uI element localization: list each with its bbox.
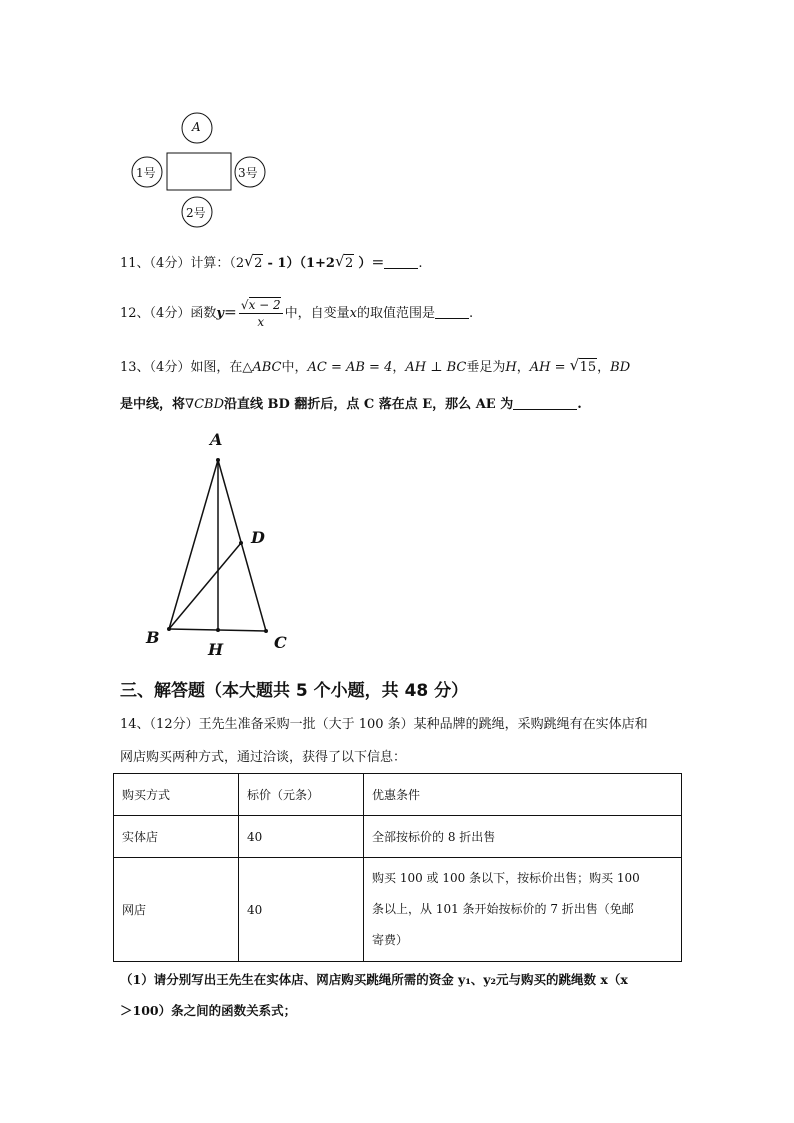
- table-row: [114, 858, 682, 962]
- q12-numerator: √x − 2: [240, 298, 281, 312]
- point-d: [239, 541, 243, 545]
- median-bd: [169, 543, 241, 629]
- question-13-line1: [120, 358, 630, 377]
- row2-condition-line1: 购买 100 或 100 条以下，按标价出售；购买 100: [372, 871, 640, 885]
- q13-ac-ab: AC = AB = 4: [307, 360, 393, 375]
- table-rect: [167, 153, 231, 190]
- q13-ah-bc: AH ⊥ BC: [405, 360, 467, 375]
- q14-sub1-line2: ＞100）条之间的函数关系式；: [120, 1003, 297, 1018]
- point-h: [216, 628, 220, 632]
- label-c: C: [274, 633, 287, 652]
- question-13-line2: [120, 396, 582, 414]
- row2-condition: [364, 858, 682, 962]
- row2-condition-line2: 条以上，从 101 条开始按标价的 7 折出售（免邮: [372, 902, 634, 916]
- point-c: [264, 629, 268, 633]
- q13-sqrt-15: √ 15: [569, 356, 597, 375]
- q13-triangle: △ABC: [242, 360, 282, 375]
- q11-mid: - 1）（1+2: [267, 256, 335, 271]
- q14-line1: 14、（12分）王先生准备采购一批（大于 100 条）某种品牌的跳绳，采购跳绳有在实体店和: [120, 717, 648, 732]
- q11-end: .: [418, 256, 423, 271]
- seat-label-2: 2号: [186, 206, 206, 220]
- header-condition: 优惠条件: [364, 774, 682, 816]
- q13-zhong: 中，: [281, 360, 308, 375]
- q13-ah-eq: AH =: [529, 360, 566, 375]
- q13-h-var: H: [505, 360, 517, 375]
- q12-fraction: [239, 297, 283, 330]
- seat-label-3: 3号: [238, 166, 258, 180]
- q11-answer-blank[interactable]: [384, 256, 418, 269]
- q11-prefix: 11、（4分）计算：（2: [120, 256, 245, 271]
- row2-condition-line3: 寄费）: [372, 933, 409, 947]
- q13-end: .: [577, 397, 582, 412]
- q13-line2-prefix: 是中线，将: [120, 397, 186, 412]
- row1-condition: 全部按标价的 8 折出售: [364, 816, 682, 858]
- q12-end: .: [469, 306, 474, 321]
- q12-prefix: 12、（4分）函数: [120, 306, 217, 321]
- label-b: B: [146, 628, 160, 647]
- q12-answer-blank[interactable]: [435, 306, 469, 319]
- q13-answer-blank[interactable]: [513, 397, 577, 410]
- q12-eq: ＝: [223, 306, 237, 321]
- row1-method: 实体店: [114, 816, 239, 858]
- q11-sqrt-1: √ 2: [244, 252, 263, 271]
- section-3-title: 三、解答题（本大题共 5 个小题，共 48 分）: [120, 681, 469, 701]
- row2-price: 40: [239, 858, 364, 962]
- q13-tri-cbd: ∇CBD: [185, 397, 225, 412]
- seat-label-1: 1号: [136, 166, 156, 180]
- point-b: [167, 627, 171, 631]
- q12-suffix: 的取值范围是: [357, 306, 436, 321]
- side-ab: [169, 460, 218, 629]
- header-method: 购买方式: [114, 774, 239, 816]
- q11-suffix: ）＝: [358, 256, 385, 271]
- row1-price: 40: [239, 816, 364, 858]
- label-d: D: [251, 528, 265, 547]
- triangle-figure: [140, 428, 300, 663]
- question-12: [120, 294, 473, 334]
- q12-denominator: x: [257, 315, 265, 329]
- purchase-table: [113, 773, 682, 962]
- q13-foot-text: 垂足为: [466, 360, 506, 375]
- q13-prefix: 13、（4分）如图，在: [120, 360, 243, 375]
- q14-line2: 网店购买两种方式，通过洽谈，获得了以下信息：: [120, 750, 407, 765]
- question-11: [120, 254, 423, 273]
- table-header-row: [114, 774, 682, 816]
- q13-line2-mid: 沿直线 BD 翻折后，点 C 落在点 E，那么 AE 为: [224, 397, 514, 412]
- q13-comma-1: ，: [392, 360, 406, 375]
- table-row: [114, 816, 682, 858]
- seat-diagram: [125, 110, 275, 230]
- q12-mid: 中，自变量: [284, 306, 350, 321]
- q12-x-var: x: [349, 306, 358, 321]
- triangle-figure-svg: [140, 428, 300, 663]
- point-a: [216, 458, 220, 462]
- q13-bd-var: BD: [610, 360, 631, 375]
- q11-sqrt-2: √ 2: [334, 252, 354, 271]
- q12-y-var: y: [216, 306, 224, 321]
- q14-sub1-line1: （1）请分别写出王先生在实体店、网店购买跳绳所需的资金 y₁、y₂元与购买的跳绳数 x（x: [120, 972, 628, 987]
- seat-label-a: A: [192, 120, 201, 134]
- row2-method: 网店: [114, 858, 239, 962]
- q13-comma-2: ，: [516, 360, 530, 375]
- header-price: 标价（元条）: [239, 774, 364, 816]
- q13-comma-3: ，: [597, 360, 611, 375]
- label-h: H: [208, 640, 224, 659]
- label-a: A: [210, 430, 223, 449]
